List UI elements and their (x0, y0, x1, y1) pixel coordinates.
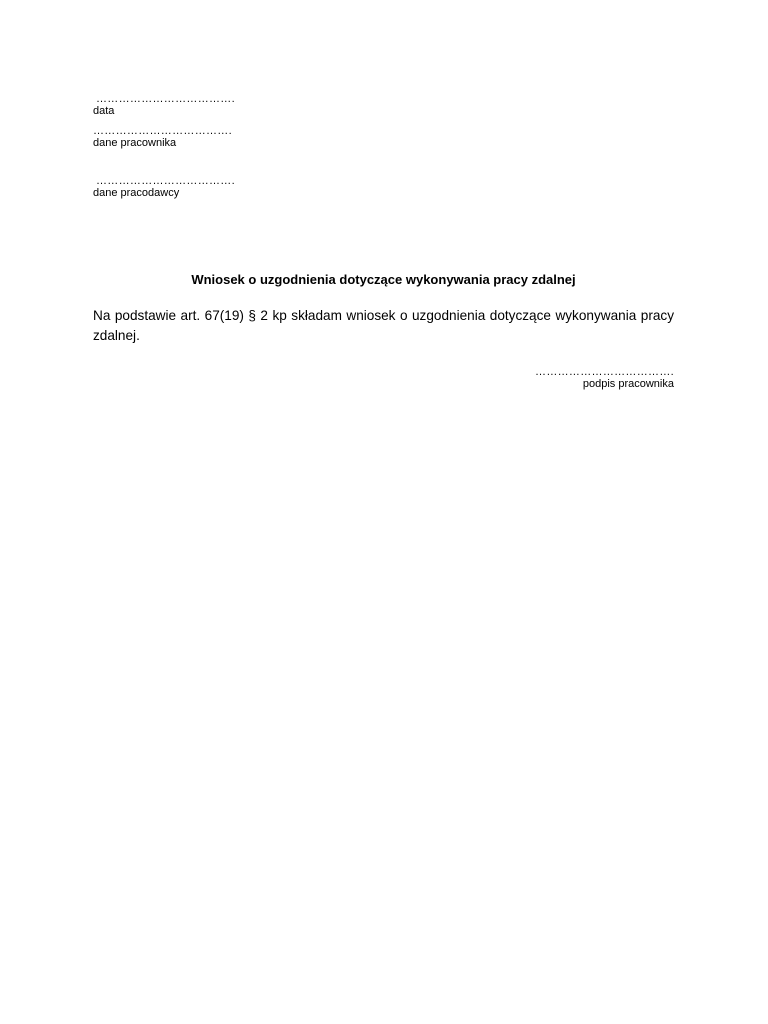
document-title: Wniosek o uzgodnienia dotyczące wykonywania pracy zdalnej (191, 272, 576, 287)
document-body: Na podstawie art. 67(19) § 2 kp składam wniosek o uzgodnienia dotyczące wykonywania pracy zdalnej. (93, 308, 674, 343)
employer-placeholder-line: ………………………………. (96, 175, 235, 187)
employee-label: dane pracownika (93, 137, 177, 149)
date-label: data (93, 105, 115, 117)
employee-placeholder-line: ………………………………. (93, 125, 232, 137)
signature-placeholder-line: ………………………………. (535, 366, 674, 378)
date-placeholder-line: ………………………………. (96, 93, 235, 105)
employer-label: dane pracodawcy (93, 187, 180, 199)
signature-label: podpis pracownika (582, 378, 674, 390)
